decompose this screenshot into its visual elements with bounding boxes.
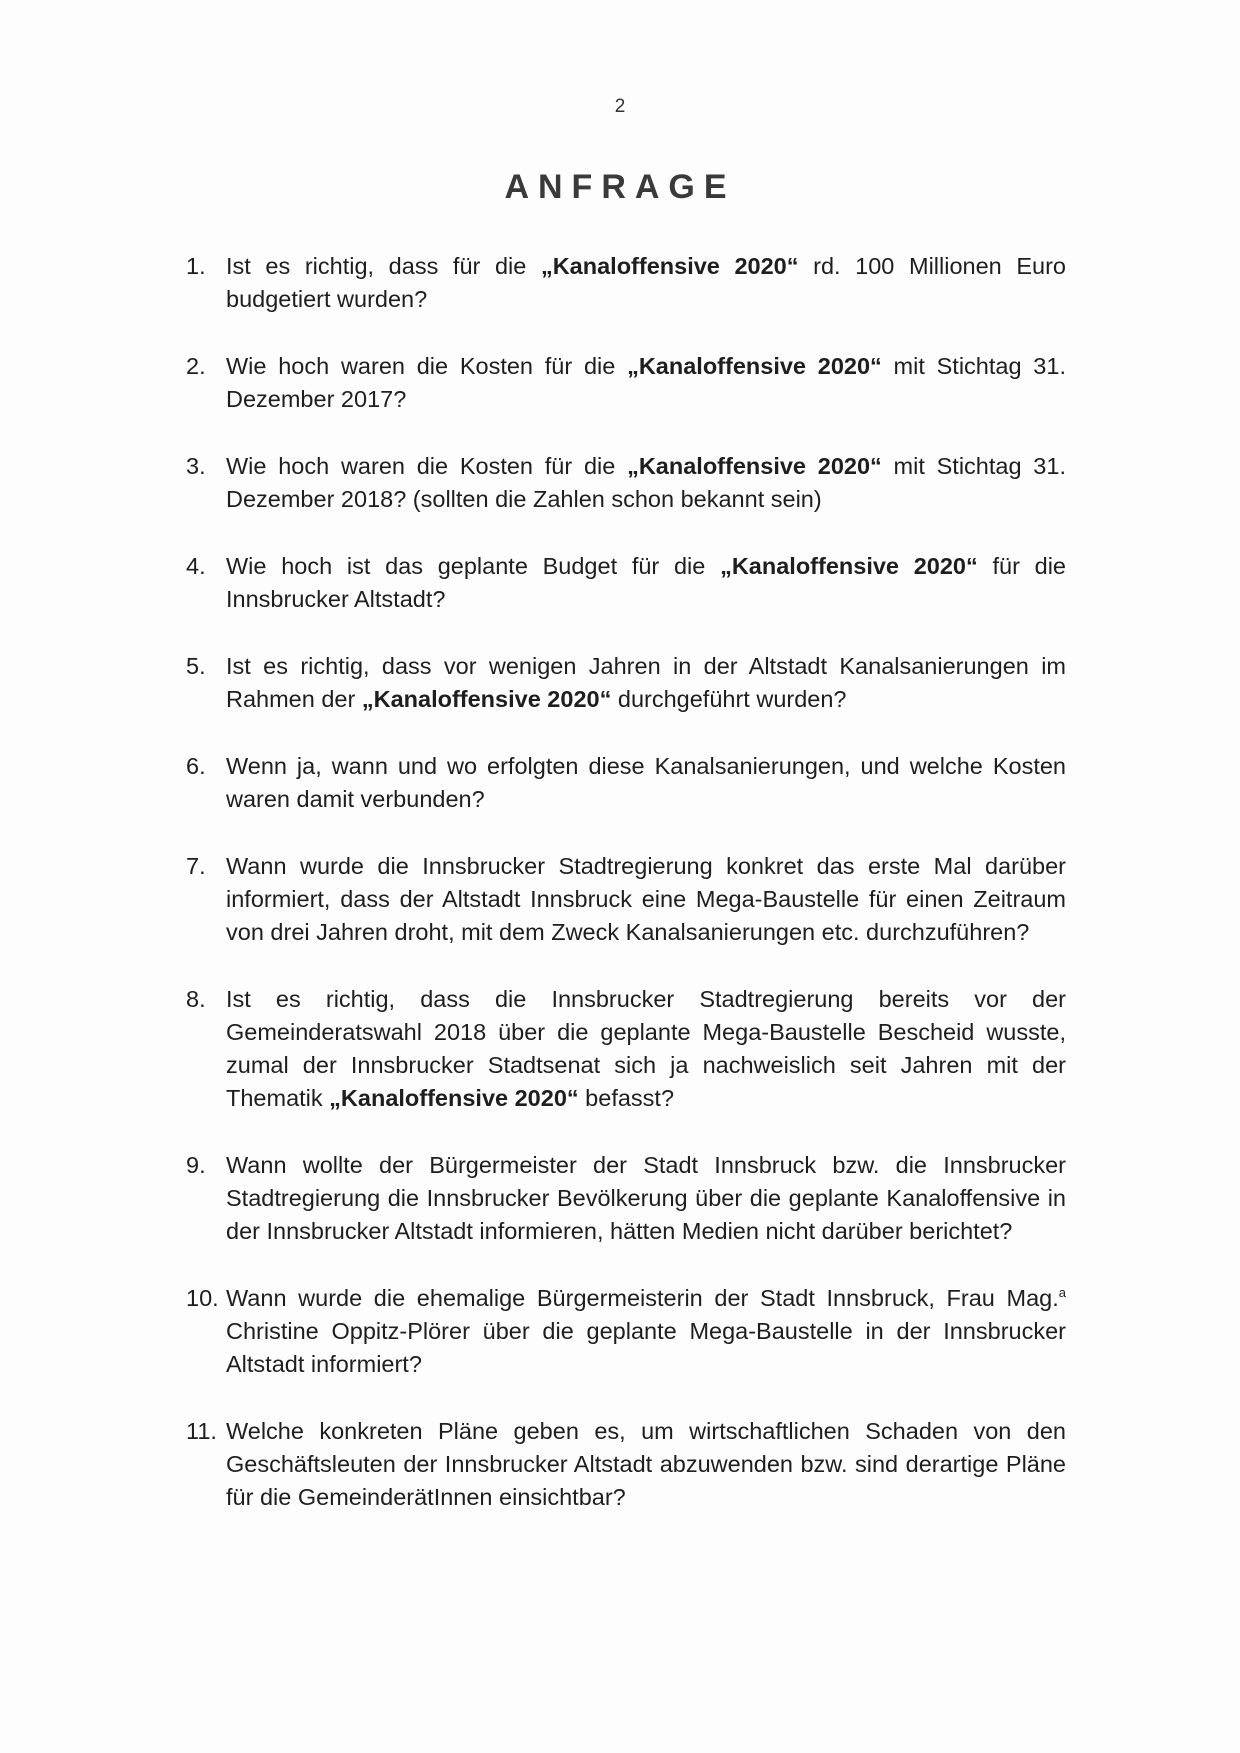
question-text [226,250,1066,316]
question-item [186,1149,1066,1248]
question-number: 9. [186,1152,206,1178]
question-text-segment: Christine Oppitz-Plörer über die geplante Mega-Baustelle in der Innsbrucker Altstadt informiert? [226,1318,1066,1377]
question-text [226,450,1066,516]
question-item [186,450,1066,516]
question-text-bold: „Kanaloffensive 2020“ [540,253,799,279]
question-text-bold: „Kanaloffensive 2020“ [627,353,882,379]
question-text [226,1149,1066,1248]
question-item [186,750,1066,816]
question-text [226,650,1066,716]
question-text-segment: Wie hoch waren die Kosten für die [226,453,628,479]
question-text-segment: Wann wollte der Bürgermeister der Stadt Innsbruck bzw. die Innsbrucker Stadtregierung die Innsbrucker Bevölkerung über die geplante Kanaloffensive in der Innsbrucker Altstadt informieren, hätten Medien nicht darüber berichtet? [226,1152,1066,1244]
question-text-segment: Wie hoch waren die Kosten für die [226,353,628,379]
question-text-segment: Ist es richtig, dass vor wenigen Jahren in der Altstadt Kanalsanierungen im Rahmen der [226,653,1066,712]
question-text-bold: „Kanaloffensive 2020“ [361,686,612,712]
page-number: 2 [614,96,626,117]
question-text [226,850,1066,949]
page-title: ANFRAGE [504,168,736,206]
question-number: 5. [186,653,206,679]
question-text-segment: mit Stichtag 31. Dezember 2018? (sollten die Zahlen schon bekannt sein) [226,453,1066,512]
question-text-segment: Wie hoch ist das geplante Budget für die [226,553,721,579]
question-text-segment: Wann wurde die Innsbrucker Stadtregierung konkret das erste Mal darüber informiert, dass der Altstadt Innsbruck eine Mega-Baustelle für einen Zeitraum von drei Jahren droht, mit dem Zweck Kanalsanierungen etc. durchzuführen? [226,853,1066,945]
question-text [226,350,1066,416]
question-text [226,1415,1066,1514]
question-item [186,250,1066,316]
question-item [186,850,1066,949]
question-text-segment: befasst? [578,1085,675,1111]
question-text [226,750,1066,816]
question-number: 3. [186,453,206,479]
question-number: 10. [186,1285,219,1311]
question-item [186,1415,1066,1514]
question-number: 8. [186,986,206,1012]
question-text [226,1282,1066,1381]
question-text-segment: mit Stichtag 31. Dezember 2017? [226,353,1066,412]
question-text-segment: Ist es richtig, dass die Innsbrucker Stadtregierung bereits vor der Gemeinderatswahl 2018 über die geplante Mega-Baustelle Bescheid wusste, zumal der Innsbrucker Stadtsenat sich ja nachweislich seit Jahren mit der Thematik [226,986,1066,1111]
question-item [186,350,1066,416]
question-text-segment: durchgeführt wurden? [611,686,847,712]
question-item [186,550,1066,616]
question-text-bold: „Kanaloffensive 2020“ [720,553,978,579]
question-text-bold: „Kanaloffensive 2020“ [329,1085,579,1111]
question-item [186,650,1066,716]
question-number: 11. [186,1418,217,1444]
question-number: 1. [186,253,206,279]
question-text-segment: Wann wurde die ehemalige Bürgermeisterin der Stadt Innsbruck, Frau Mag. [226,1285,1059,1311]
question-text-segment: Ist es richtig, dass für die [226,253,541,279]
question-number: 2. [186,353,206,379]
question-number: 4. [186,553,206,579]
question-text-segment: Welche konkreten Pläne geben es, um wirtschaftlichen Schaden von den Geschäftsleuten der Innsbrucker Altstadt abzuwenden bzw. sind derartige Pläne für die GemeinderätInnen einsichtbar? [226,1418,1066,1510]
question-text [226,983,1066,1115]
question-number: 6. [186,753,206,779]
question-number: 7. [186,853,206,879]
question-item [186,1282,1066,1381]
question-text-segment: Wenn ja, wann und wo erfolgten diese Kanalsanierungen, und welche Kosten waren damit verbunden? [226,753,1066,812]
question-text-segment: für die Innsbrucker Altstadt? [226,553,1066,612]
question-text-bold: „Kanaloffensive 2020“ [627,453,882,479]
question-text [226,550,1066,616]
question-text-superscript: a [1058,1285,1066,1301]
question-item [186,983,1066,1115]
question-text-segment: rd. 100 Millionen Euro budgetiert wurden? [226,253,1066,312]
question-list [186,250,1066,1548]
